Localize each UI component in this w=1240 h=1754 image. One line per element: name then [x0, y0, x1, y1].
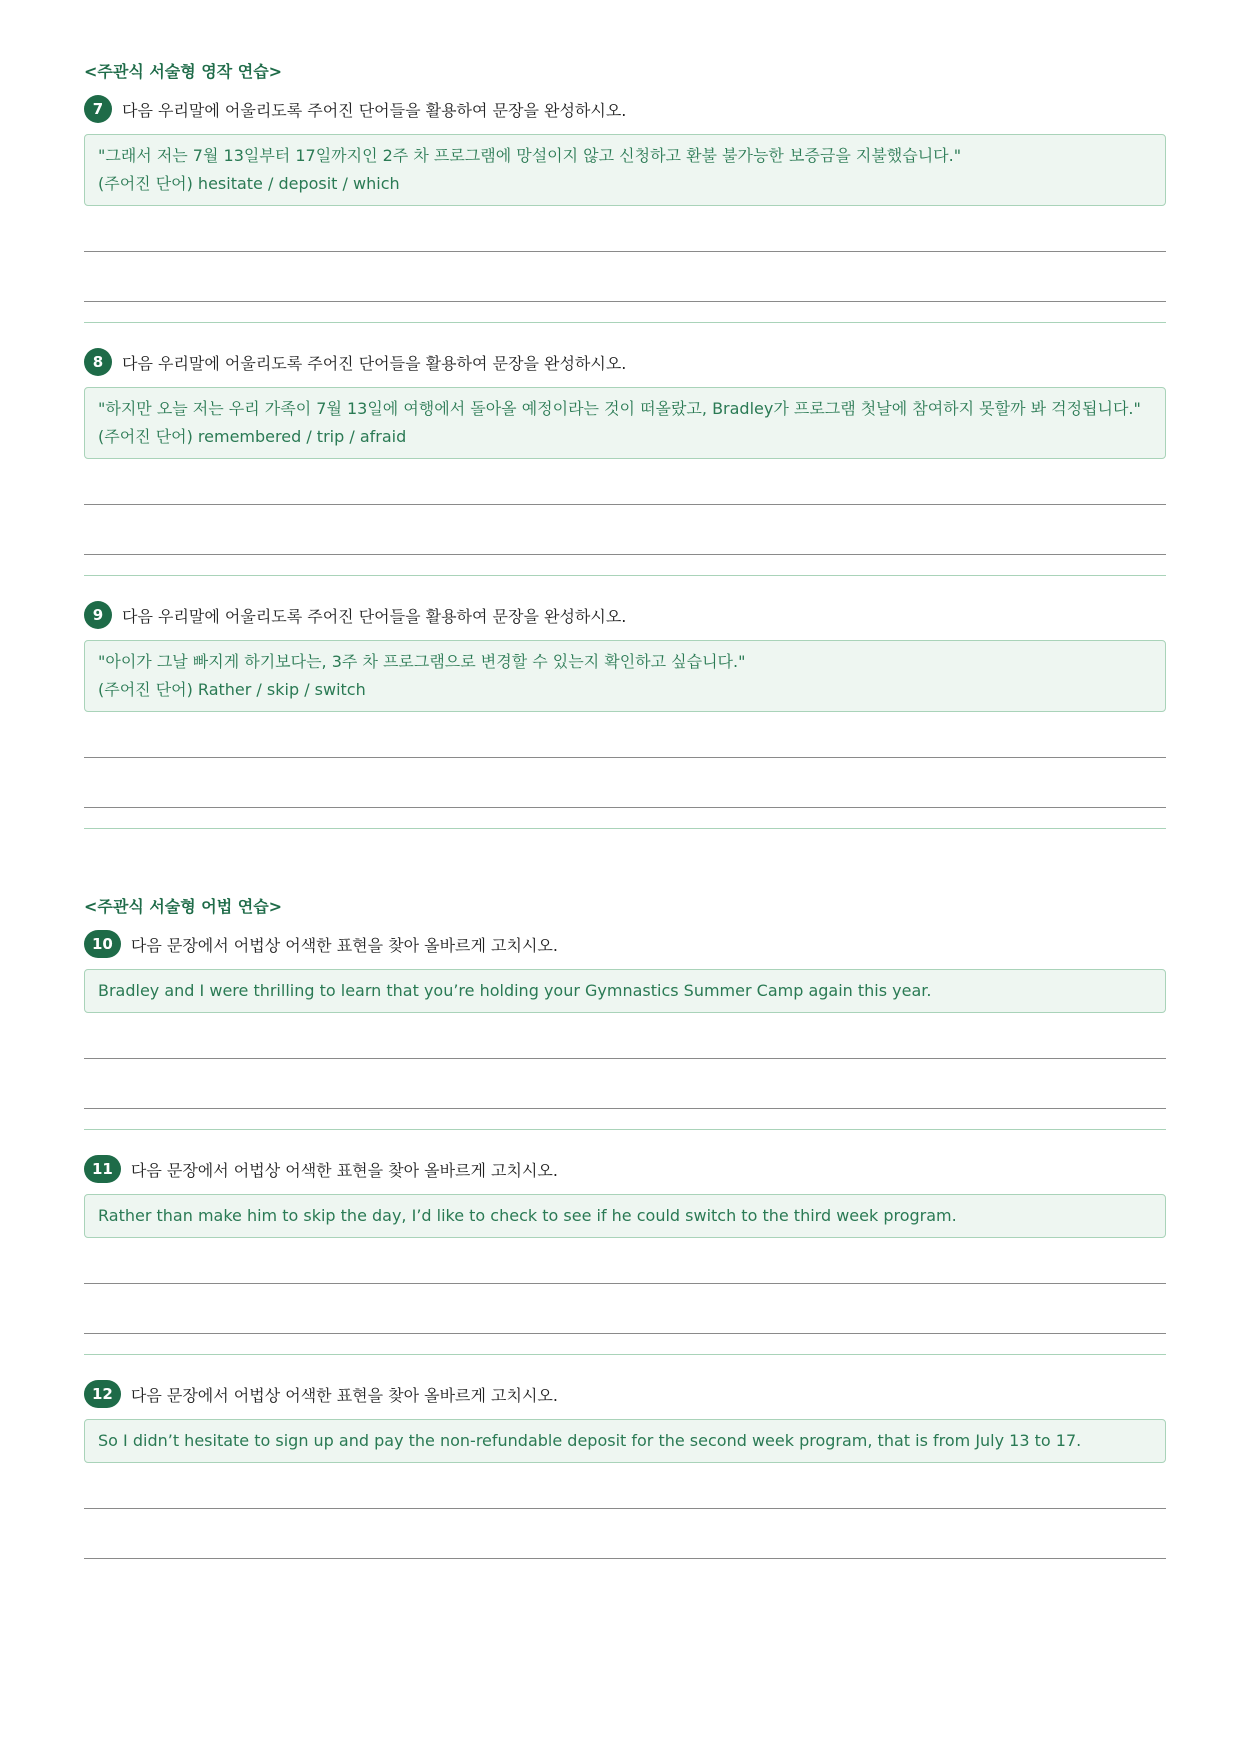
- question-instruction: 다음 우리말에 어울리도록 주어진 단어들을 활용하여 문장을 완성하시오.: [122, 353, 627, 373]
- answer-line[interactable]: [84, 1283, 1166, 1284]
- question-separator: [84, 322, 1166, 323]
- question-instruction: 다음 우리말에 어울리도록 주어진 단어들을 활용하여 문장을 완성하시오.: [122, 606, 627, 626]
- question-11: [84, 1155, 1166, 1355]
- question-instruction: 다음 문장에서 어법상 어색한 표현을 찾아 올바르게 고치시오.: [130, 1385, 558, 1405]
- question-separator: [84, 575, 1166, 576]
- question-10: [84, 930, 1166, 1130]
- answer-line[interactable]: [84, 1058, 1166, 1059]
- question-sentence-box: [84, 1194, 1166, 1238]
- question-number-badge: 10: [84, 930, 121, 958]
- answer-line[interactable]: [84, 807, 1166, 808]
- answer-line[interactable]: [84, 1333, 1166, 1334]
- question-separator: [84, 1129, 1166, 1130]
- section-heading: <주관식 서술형 영작 연습>: [84, 62, 283, 81]
- question-number-badge: 11: [84, 1155, 121, 1183]
- answer-line[interactable]: [84, 1108, 1166, 1109]
- question-prompt-box: [84, 134, 1166, 206]
- answer-line[interactable]: [84, 251, 1166, 252]
- question-prompt-box: [84, 640, 1166, 712]
- korean-sentence: "그래서 저는 7월 13일부터 17일까지인 2주 차 프로그램에 망설이지 않고 신청하고 환불 불가능한 보증금을 지불했습니다.": [98, 146, 962, 165]
- question-sentence-box: [84, 1419, 1166, 1463]
- question-separator: [84, 828, 1166, 829]
- question-7: [84, 95, 1166, 323]
- given-words: (주어진 단어) hesitate / deposit / which: [98, 174, 400, 193]
- grammar-section: [84, 896, 1166, 1559]
- section-heading: <주관식 서술형 어법 연습>: [84, 897, 283, 916]
- question-separator: [84, 1354, 1166, 1355]
- answer-line[interactable]: [84, 1558, 1166, 1559]
- question-8: [84, 348, 1166, 576]
- question-prompt-box: [84, 387, 1166, 459]
- question-instruction: 다음 문장에서 어법상 어색한 표현을 찾아 올바르게 고치시오.: [130, 1160, 558, 1180]
- answer-line[interactable]: [84, 504, 1166, 505]
- answer-line[interactable]: [84, 301, 1166, 302]
- question-number-badge: 7: [84, 95, 112, 123]
- question-number-badge: 12: [84, 1380, 121, 1408]
- question-instruction: 다음 우리말에 어울리도록 주어진 단어들을 활용하여 문장을 완성하시오.: [122, 100, 627, 120]
- question-9: [84, 601, 1166, 829]
- question-12: [84, 1380, 1166, 1559]
- given-words: (주어진 단어) Rather / skip / switch: [98, 680, 366, 699]
- question-instruction: 다음 문장에서 어법상 어색한 표현을 찾아 올바르게 고치시오.: [130, 935, 558, 955]
- answer-line[interactable]: [84, 1508, 1166, 1509]
- question-number-badge: 9: [84, 601, 112, 629]
- english-sentence: Bradley and I were thrilling to learn that you’re holding your Gymnastics Summer Camp again this year.: [98, 981, 932, 1000]
- answer-line[interactable]: [84, 757, 1166, 758]
- english-sentence: So I didn’t hesitate to sign up and pay the non-refundable deposit for the second week program, that is from July 13 to 17.: [98, 1431, 1082, 1450]
- composition-section: [84, 61, 1166, 829]
- question-sentence-box: [84, 969, 1166, 1013]
- korean-sentence: "하지만 오늘 저는 우리 가족이 7월 13일에 여행에서 돌아올 예정이라는 것이 떠올랐고, Bradley가 프로그램 첫날에 참여하지 못할까 봐 걱정됩니다.": [98, 399, 1141, 418]
- question-number-badge: 8: [84, 348, 112, 376]
- answer-line[interactable]: [84, 554, 1166, 555]
- given-words: (주어진 단어) remembered / trip / afraid: [98, 427, 407, 446]
- english-sentence: Rather than make him to skip the day, I’d like to check to see if he could switch to the third week program.: [98, 1206, 957, 1225]
- korean-sentence: "아이가 그날 빠지게 하기보다는, 3주 차 프로그램으로 변경할 수 있는지 확인하고 싶습니다.": [98, 652, 746, 671]
